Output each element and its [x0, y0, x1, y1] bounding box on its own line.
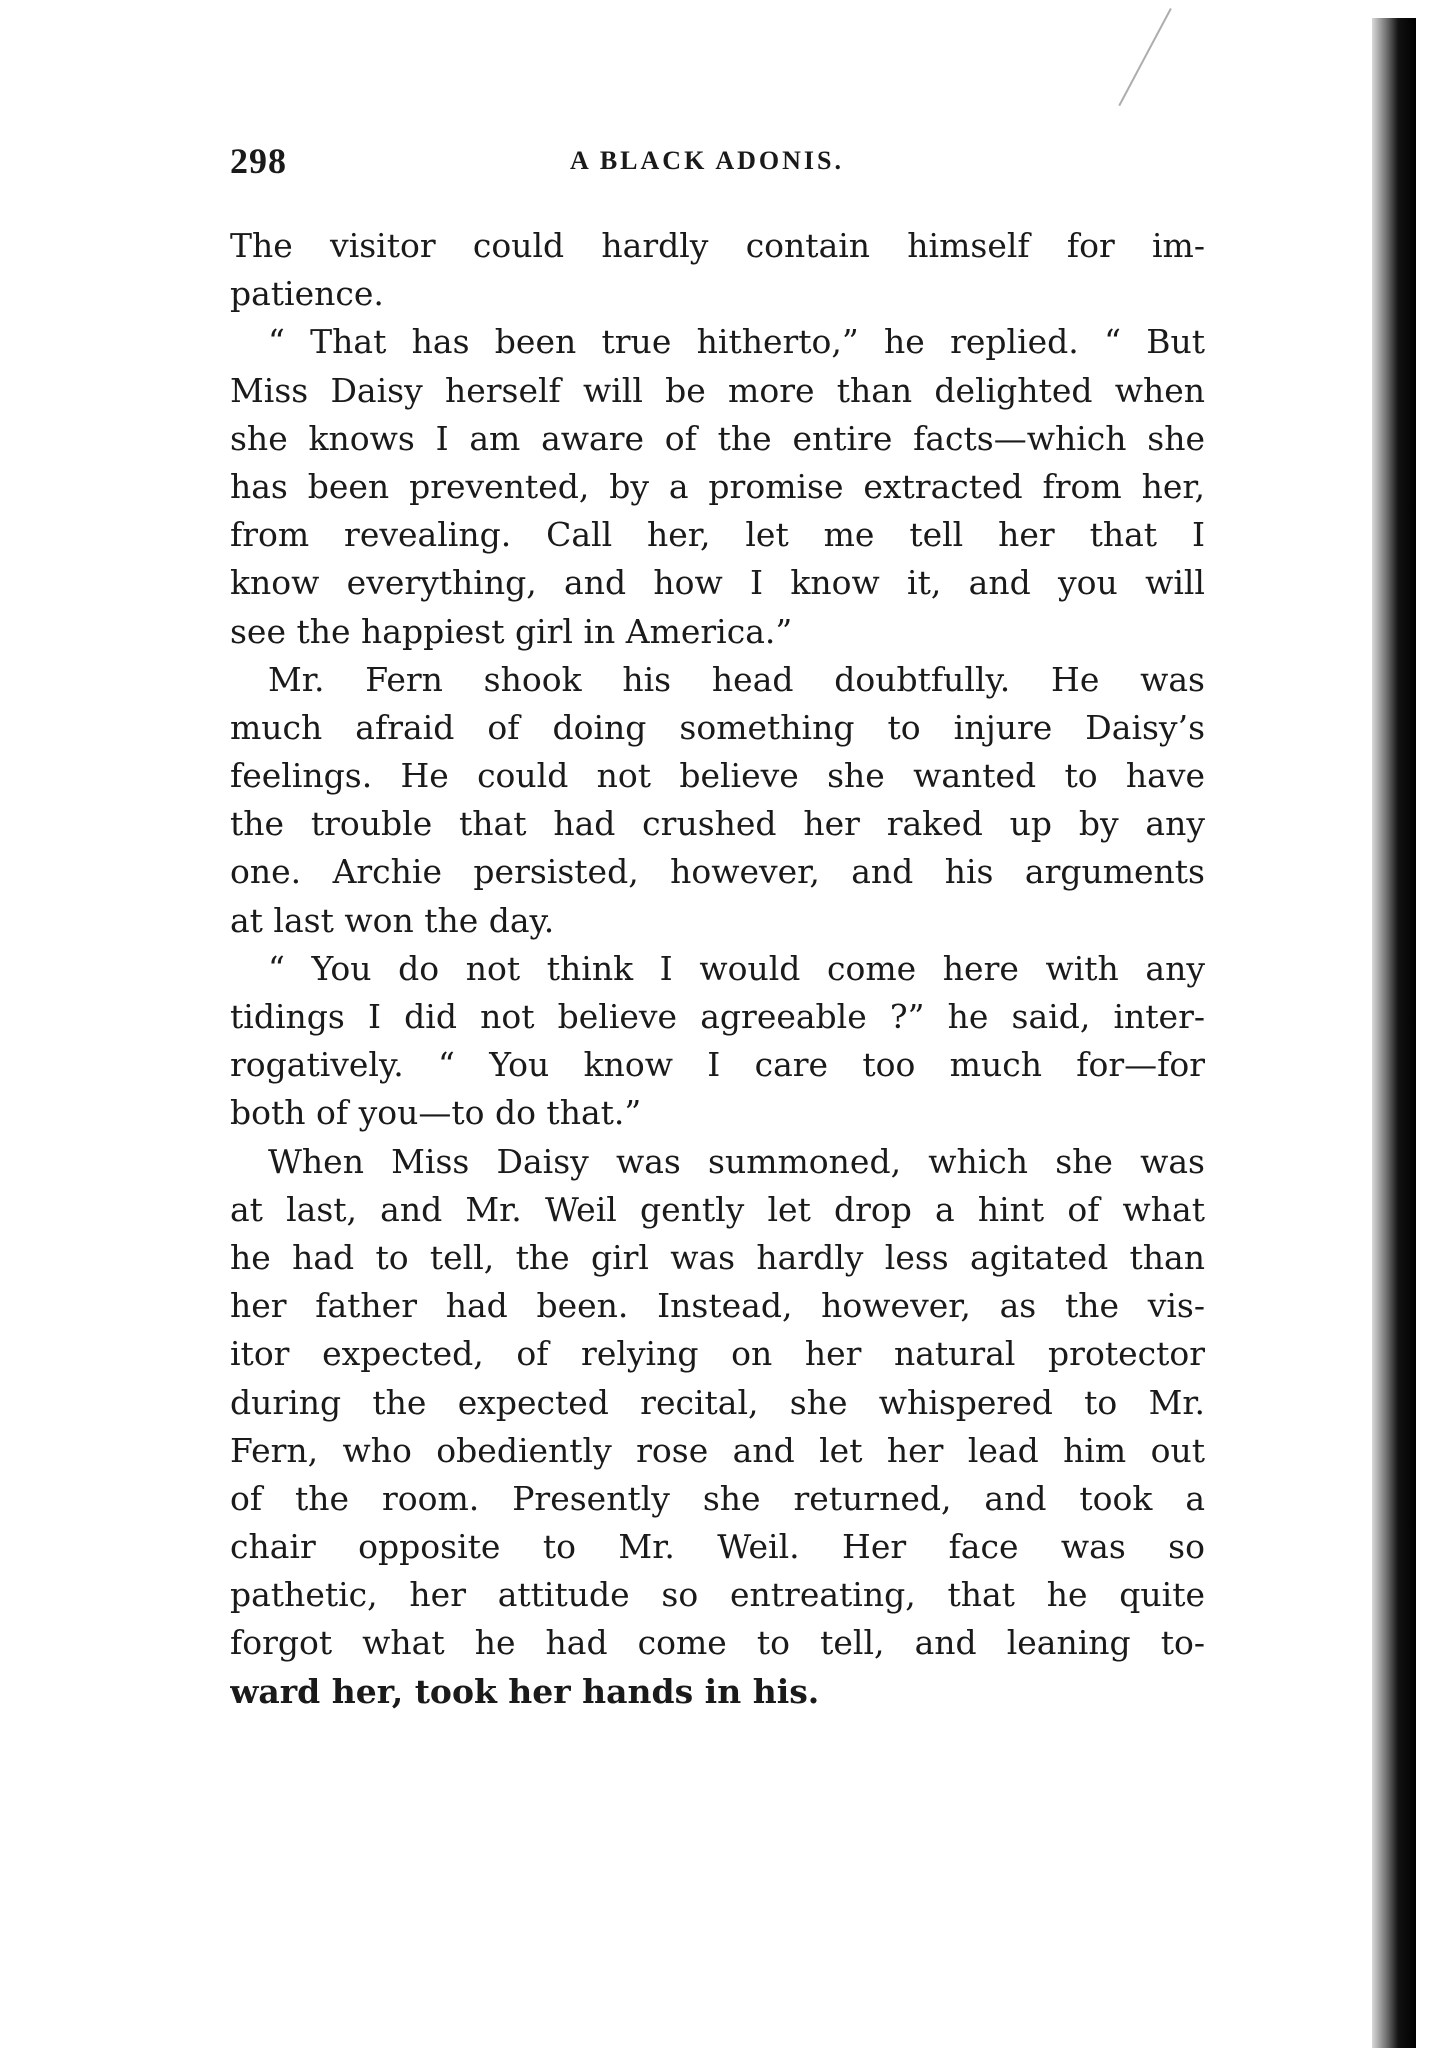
- text-line: he had to tell, the girl was hardly less agitated than: [230, 1237, 1205, 1277]
- text-line: The visitor could hardly contain himself for im-: [230, 226, 1205, 265]
- text-line: chair opposite to Mr. Weil. Her face was so: [230, 1527, 1205, 1567]
- text-line: When Miss Daisy was summoned, which she was: [268, 1141, 1205, 1181]
- text-line: Mr. Fern shook his head doubtfully. He was: [268, 659, 1205, 699]
- text-line: rogatively. “ You know I care too much for—for: [230, 1045, 1205, 1085]
- text-line: know everything, and how I know it, and you will: [230, 563, 1205, 603]
- text-line: pathetic, her attitude so entreating, that he quite: [230, 1575, 1205, 1615]
- text-line: at last won the day.: [230, 900, 555, 940]
- text-line: she knows I am aware of the entire facts—which she: [230, 418, 1205, 458]
- pencil-mark: [1118, 8, 1171, 106]
- text-line: ward her, took her hands in his.: [230, 1671, 820, 1711]
- text-line: see the happiest girl in America.”: [230, 611, 793, 651]
- running-head: [230, 140, 1230, 190]
- text-line: much afraid of doing something to injure Daisy’s: [230, 707, 1205, 747]
- text-line: patience.: [230, 274, 384, 314]
- body-text: [230, 222, 1205, 1716]
- text-line: from revealing. Call her, let me tell her that I: [230, 515, 1205, 555]
- text-line: feelings. He could not believe she wanted to have: [230, 756, 1205, 796]
- text-line: both of you—to do that.”: [230, 1093, 642, 1133]
- text-line: her father had been. Instead, however, as the vis-: [230, 1286, 1205, 1326]
- text-line: tidings I did not believe agreeable ?” he said, inter-: [230, 997, 1205, 1036]
- text-line: “ You do not think I would come here with any: [268, 948, 1205, 988]
- running-title: A BLACK ADONIS.: [570, 146, 844, 175]
- text-line: itor expected, of relying on her natural protector: [230, 1334, 1205, 1374]
- text-line: Miss Daisy herself will be more than delighted when: [230, 370, 1205, 410]
- text-line: “ That has been true hitherto,” he replied. “ But: [268, 322, 1205, 362]
- text-line: one. Archie persisted, however, and his arguments: [230, 852, 1205, 892]
- text-line: has been prevented, by a promise extracted from her,: [230, 466, 1205, 506]
- text-line: Fern, who obediently rose and let her lead him out: [230, 1430, 1205, 1470]
- text-line: the trouble that had crushed her raked up by any: [230, 804, 1205, 844]
- text-line: forgot what he had come to tell, and leaning to-: [230, 1623, 1205, 1663]
- text-line: of the room. Presently she returned, and took a: [230, 1478, 1205, 1518]
- text-line: during the expected recital, she whispered to Mr.: [230, 1382, 1205, 1422]
- binding-edge: [1372, 18, 1416, 2048]
- page-number: 298: [230, 141, 287, 181]
- text-line: at last, and Mr. Weil gently let drop a hint of what: [230, 1189, 1205, 1229]
